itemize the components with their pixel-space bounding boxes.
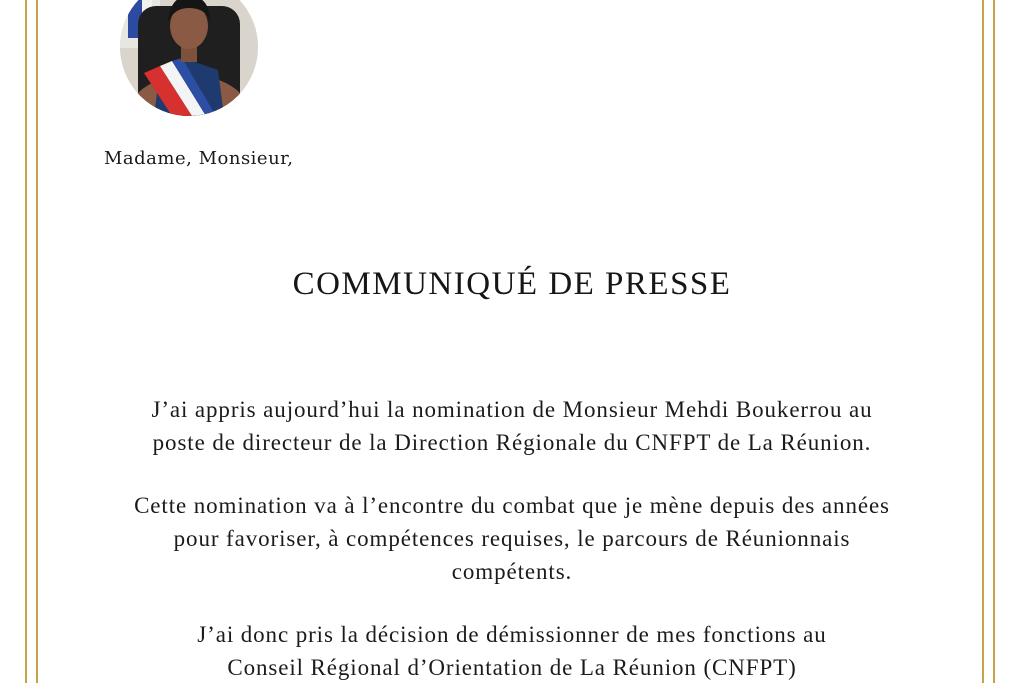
- text-line: J’ai donc pris la décision de démissionner de mes fonctions au: [197, 622, 827, 647]
- paragraph-2: [90, 489, 934, 588]
- document-title: COMMUNIQUÉ DE PRESSE: [292, 266, 732, 302]
- text-line: compétents.: [451, 559, 573, 584]
- salutation: Madame, Monsieur,: [104, 148, 294, 169]
- text-line: J’ai appris aujourd’hui la nomination de Monsieur Mehdi Boukerrou au: [151, 397, 873, 422]
- body-text: [90, 393, 934, 683]
- text-line: Cette nomination va à l’encontre du combat que je mène depuis des années: [134, 493, 890, 518]
- paragraph-3: [90, 618, 934, 683]
- text-line: pour favoriser, à compétences requises, le parcours de Réunionnais: [173, 526, 851, 551]
- text-line: Conseil Régional d’Orientation de La Réunion (CNFPT): [227, 655, 797, 680]
- text-line: poste de directeur de la Direction Régionale du CNFPT de La Réunion.: [152, 430, 872, 455]
- paragraph-1: [90, 393, 934, 459]
